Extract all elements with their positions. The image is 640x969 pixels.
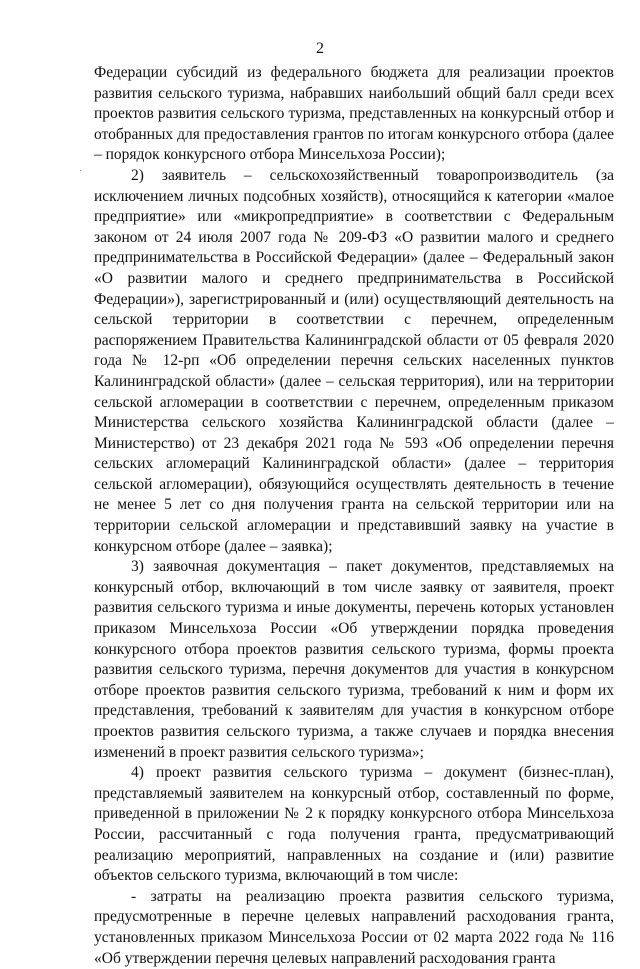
document-body: [94, 63, 614, 969]
paragraph-item-2-applicant: 2) заявитель – сельскохозяйственный товаропроизводитель (за исключением личных подсобных хозяйств), относящийся к категории «малое предприятие» или «микропредприятие» в соответствии с Федеральным законом от 24 июля 2007 года № 209-ФЗ «О развитии малого и среднего предпринимательства в Российской Федерации» (далее – Федеральный закон «О развитии малого и среднего предпринимательства в Российской Федерации»), зарегистрированный и (или) осуществляющий деятельность на сельской территории в соответствии с перечнем, определенным распоряжением Правительства Калининградской области от 05 февраля 2020 года № 12-рп «Об определении перечня сельских населенных пунктов Калининградской области» (далее – сельская территория), или на территории сельской агломерации в соответствии с перечнем, определенным приказом Министерства сельского хозяйства Калининградской области (далее – Министерство) от 23 декабря 2021 года № 593 «Об определении перечня сельских агломераций Калининградской области» (далее – территория сельской агломерации), обязующийся осуществлять деятельность в течение не менее 5 лет со дня получения гранта на сельской территории или на территории сельской агломерации и представивший заявку на участие в конкурсном отборе (далее – заявка);: [94, 166, 614, 555]
paragraph-continuation: Федерации субсидий из федерального бюджета для реализации проектов развития сельского туризма, набравших наибольший общий балл среди всех проектов развития сельского туризма, представленных на конкурсный отбор и отобранных для предоставления грантов по итогам конкурсного отбора (далее – порядок конкурсного отбора Минсельхоза России);: [94, 64, 614, 164]
page-number: 2: [316, 40, 324, 57]
paragraph-item-4-project: 4) проект развития сельского туризма – документ (бизнес-план), представляемый заявителем на конкурсный отбор, составленный по форме, приведенной в приложении № 2 к порядку конкурсного отбора Минсельхоза России, рассчитанный с года получения гранта, предусматривающий реализацию мероприятий, направленных на создание и (или) развитие объектов сельского туризма, включающий в том числе:: [94, 764, 614, 885]
margin-mark: [80, 170, 81, 171]
paragraph-item-3-application-docs: 3) заявочная документация – пакет документов, представляемых на конкурсный отбор, включающий в том числе заявку от заявителя, проект развития сельского туризма и иные документы, перечень которых установлен приказом Минсельхоза России «Об утверждении порядка проведения конкурсного отбора проектов развития сельского туризма, формы проекта развития сельского туризма, перечня документов для участия в конкурсном отборе проектов развития сельского туризма, требований к ним и форм их представления, требований к заявителям для участия в конкурсном отборе проектов развития сельского туризма, а также случаев и порядка внесения изменений в проект развития сельского туризма»;: [94, 558, 614, 761]
paragraph-list-item-costs: - затраты на реализацию проекта развития сельского туризма, предусмотренные в перечне целевых направлений расходования гранта, установленных приказом Минсельхоза России от 02 марта 2022 года № 116 «Об утверждении перечня целевых направлений расходования гранта: [94, 887, 614, 967]
